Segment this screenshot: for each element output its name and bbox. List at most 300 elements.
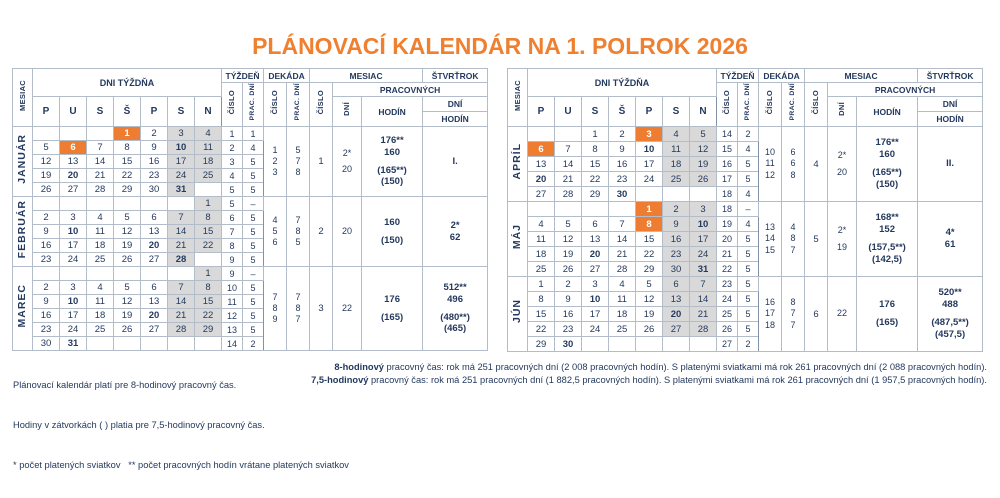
week-number-header: ČÍSLO (717, 83, 738, 127)
month-number-cell: 2 (310, 197, 333, 267)
month-name (508, 277, 528, 352)
day-cell: 29 (114, 183, 141, 197)
decade-workdays-header: PRAC. DNÍ (287, 83, 310, 127)
week-workdays-cell: 5 (738, 292, 759, 307)
decade-number-header: ČÍSLO (759, 83, 782, 127)
month-number-header: ČÍSLO (310, 83, 333, 127)
day-letter: P (33, 97, 60, 127)
week-workdays-cell: 4 (738, 217, 759, 232)
calendar-left-wrap (12, 68, 488, 351)
week-workdays-cell: 5 (738, 172, 759, 187)
day-cell: 11 (609, 292, 636, 307)
day-cell: 29 (195, 323, 222, 337)
value-lines: 20 (342, 225, 353, 236)
day-cell: 23 (555, 322, 582, 337)
value-lines: 176** 160 (165**) (150) (377, 134, 407, 188)
week-number-cell: 21 (717, 247, 738, 262)
week-number-cell: 13 (222, 323, 243, 337)
decade-workdays-cell (782, 277, 805, 352)
month-name-label: JANUÁR (16, 134, 29, 184)
week-workdays-cell: 5 (243, 295, 264, 309)
day-cell: 26 (636, 322, 663, 337)
week-number-cell: 3 (222, 155, 243, 169)
page-title: PLÁNOVACÍ KALENDÁR NA 1. POLROK 2026 (252, 33, 748, 59)
month-days-header: DNÍ (333, 97, 362, 127)
day-cell: 14 (609, 232, 636, 247)
day-letter: Š (609, 97, 636, 127)
week-workdays-cell: 5 (738, 157, 759, 172)
value-lines: 7 8 5 (295, 214, 301, 248)
month-number-cell: 4 (805, 127, 828, 202)
month-block-jún (508, 277, 983, 352)
day-cell: 27 (528, 187, 555, 202)
week-row (13, 197, 488, 211)
day-cell: 5 (555, 217, 582, 232)
day-cell: 10 (60, 295, 87, 309)
week-workdays-cell: 5 (738, 247, 759, 262)
month-name-label: JÚN (511, 299, 524, 324)
week-number-cell: 25 (717, 307, 738, 322)
day-cell: 25 (195, 169, 222, 183)
day-cell (141, 197, 168, 211)
day-cell: 11 (663, 142, 690, 157)
day-cell: 20 (141, 239, 168, 253)
day-cell: 10 (582, 292, 609, 307)
day-cell: 9 (33, 295, 60, 309)
value-lines: 160 (150) (380, 216, 404, 246)
day-letter: S (87, 97, 114, 127)
month-hours-header: HODÍN (857, 97, 918, 127)
month-workhours-cell (362, 127, 423, 197)
month-number-cell: 1 (310, 127, 333, 197)
day-cell: 7 (168, 211, 195, 225)
day-cell: 18 (87, 309, 114, 323)
day-cell (609, 337, 636, 352)
day-cell: 26 (690, 172, 717, 187)
day-cell: 6 (141, 211, 168, 225)
day-cell: 7 (87, 141, 114, 155)
day-cell (60, 267, 87, 281)
day-cell (60, 197, 87, 211)
month-workdays-cell (333, 197, 362, 267)
week-number-cell: 18 (717, 187, 738, 202)
day-cell: 1 (582, 127, 609, 142)
footnote-line: * počet platených sviatkov ** počet pracovných hodín vrátane platených sviatkov (13, 459, 349, 470)
month-name-label: APRÍL (511, 143, 524, 180)
quarter-cell (918, 277, 983, 352)
week-number-cell: 12 (222, 309, 243, 323)
day-cell: 19 (555, 247, 582, 262)
day-cell: 24 (60, 253, 87, 267)
table-header (508, 69, 983, 127)
decade-numbers-cell (264, 127, 287, 197)
day-cell: 16 (663, 232, 690, 247)
day-cell: 21 (168, 239, 195, 253)
day-cell: 5 (114, 211, 141, 225)
month-name-label: FEBRUÁR (16, 199, 29, 259)
day-cell (528, 202, 555, 217)
month-name-label: MÁJ (511, 223, 524, 250)
day-cell (87, 267, 114, 281)
day-cell: 30 (609, 187, 636, 202)
day-cell: 24 (690, 247, 717, 262)
day-cell (582, 337, 609, 352)
day-cell: 27 (663, 322, 690, 337)
week-number-cell: 5 (222, 183, 243, 197)
day-cell: 30 (663, 262, 690, 277)
value-lines: 520** 488 (487,5**) (457,5) (931, 287, 969, 340)
month-name (508, 202, 528, 277)
day-cell: 15 (195, 295, 222, 309)
day-cell: 13 (141, 225, 168, 239)
day-cell (636, 337, 663, 352)
day-cell: 11 (87, 295, 114, 309)
week-number-cell: 16 (717, 157, 738, 172)
footnote-line (311, 361, 987, 374)
day-cell: 13 (528, 157, 555, 172)
day-cell: 14 (690, 292, 717, 307)
day-cell: 28 (87, 183, 114, 197)
month-block-marec (13, 267, 488, 351)
week-number-cell: 14 (717, 127, 738, 142)
day-cell: 16 (33, 239, 60, 253)
quarter-cell (423, 197, 488, 267)
day-cell: 19 (690, 157, 717, 172)
day-cell: 22 (582, 172, 609, 187)
day-cell: 24 (168, 169, 195, 183)
week-number-cell: 23 (717, 277, 738, 292)
day-cell (33, 197, 60, 211)
day-cell (114, 267, 141, 281)
week-number-cell: 4 (222, 169, 243, 183)
day-letter: S (168, 97, 195, 127)
day-letter: P (636, 97, 663, 127)
day-cell: 28 (168, 323, 195, 337)
day-cell: 24 (60, 323, 87, 337)
day-cell (87, 197, 114, 211)
week-number-cell: 19 (717, 217, 738, 232)
day-cell (168, 197, 195, 211)
decade-workdays-cell (782, 202, 805, 277)
day-cell (555, 127, 582, 142)
week-workdays-cell: 5 (738, 322, 759, 337)
day-cell: 7 (690, 277, 717, 292)
day-cell: 9 (33, 225, 60, 239)
day-cell: 17 (582, 307, 609, 322)
week-group-header: TÝŽDEŇ (222, 69, 264, 83)
day-cell: 30 (555, 337, 582, 352)
footnote-line (311, 374, 987, 387)
day-cell: 8 (114, 141, 141, 155)
month-group-header: MESIAC (805, 69, 918, 83)
calendar-table-right (507, 68, 983, 352)
day-cell: 3 (168, 127, 195, 141)
day-cell: 8 (195, 211, 222, 225)
day-cell: 23 (33, 253, 60, 267)
day-cell: 1 (114, 127, 141, 141)
week-workdays-header: PRAC. DNÍ (243, 83, 264, 127)
day-cell: 14 (87, 155, 114, 169)
week-number-cell: 7 (222, 225, 243, 239)
day-cell: 14 (168, 225, 195, 239)
day-cell: 25 (663, 172, 690, 187)
day-cell: 28 (555, 187, 582, 202)
day-cell: 22 (114, 169, 141, 183)
day-cell: 16 (141, 155, 168, 169)
day-cell: 5 (114, 281, 141, 295)
day-cell (195, 253, 222, 267)
decade-workdays-cell (287, 197, 310, 267)
day-cell (60, 127, 87, 141)
day-letter: U (555, 97, 582, 127)
month-block-január (13, 127, 488, 197)
weekdays-group-header: DNI TÝŽDŇA (33, 69, 222, 97)
week-number-cell: 6 (222, 211, 243, 225)
day-cell: 10 (636, 142, 663, 157)
quarter-hours-header: HODÍN (918, 112, 983, 127)
day-cell: 28 (168, 253, 195, 267)
quarter-cell (423, 127, 488, 197)
day-cell: 30 (141, 183, 168, 197)
day-cell: 17 (690, 232, 717, 247)
quarter-days-header: DNÍ (423, 97, 488, 112)
day-cell (33, 267, 60, 281)
quarter-hours-header: HODÍN (423, 112, 488, 127)
month-workhours-cell (857, 202, 918, 277)
day-cell: 16 (609, 157, 636, 172)
day-cell (87, 337, 114, 351)
week-workdays-cell: 5 (738, 277, 759, 292)
working-header: PRACOVNÝCH (828, 83, 983, 97)
week-number-cell: 18 (717, 202, 738, 217)
calendar-right-wrap (507, 68, 983, 352)
day-cell: 22 (636, 247, 663, 262)
decade-group-header: DEKÁDA (264, 69, 310, 83)
week-number-cell: 8 (222, 239, 243, 253)
day-cell (636, 187, 663, 202)
month-workhours-cell (857, 277, 918, 352)
week-workdays-cell: 5 (243, 211, 264, 225)
day-cell: 29 (636, 262, 663, 277)
day-cell: 5 (690, 127, 717, 142)
day-cell: 4 (528, 217, 555, 232)
decade-workdays-cell (287, 267, 310, 351)
day-cell: 31 (168, 183, 195, 197)
day-letter: P (528, 97, 555, 127)
day-cell: 21 (555, 172, 582, 187)
day-cell: 8 (636, 217, 663, 232)
week-row (508, 277, 983, 292)
week-number-cell: 20 (717, 232, 738, 247)
decade-numbers-cell (264, 267, 287, 351)
day-cell: 1 (195, 197, 222, 211)
day-cell: 12 (555, 232, 582, 247)
month-name-label: MAREC (16, 284, 29, 328)
day-cell: 1 (195, 267, 222, 281)
day-cell: 14 (555, 157, 582, 172)
week-number-cell: 2 (222, 141, 243, 155)
day-cell: 22 (195, 309, 222, 323)
day-cell: 30 (33, 337, 60, 351)
month-block-máj (508, 202, 983, 277)
week-number-cell: 24 (717, 292, 738, 307)
day-cell: 3 (690, 202, 717, 217)
month-number-cell: 6 (805, 277, 828, 352)
day-cell: 20 (582, 247, 609, 262)
value-lines: 22 (837, 308, 848, 319)
decade-group-header: DEKÁDA (759, 69, 805, 83)
week-workdays-header: PRAC. DNÍ (738, 83, 759, 127)
month-column-header: MESIAC (508, 69, 528, 127)
day-cell (114, 197, 141, 211)
month-number-cell: 3 (310, 267, 333, 351)
day-cell: 14 (168, 295, 195, 309)
week-group-header: TÝŽDEŇ (717, 69, 759, 83)
day-cell: 17 (636, 157, 663, 172)
value-lines: 10 11 12 (765, 147, 776, 180)
decade-workdays-cell (287, 127, 310, 197)
day-cell: 2 (609, 127, 636, 142)
month-name (508, 127, 528, 202)
week-workdays-cell: 2 (738, 337, 759, 352)
day-cell: 19 (33, 169, 60, 183)
value-lines: 7 8 9 (272, 291, 278, 325)
day-cell: 27 (60, 183, 87, 197)
value-lines: 176 (165) (380, 293, 404, 323)
decade-workdays-header: PRAC. DNÍ (782, 83, 805, 127)
day-cell (663, 337, 690, 352)
week-number-cell: 26 (717, 322, 738, 337)
day-cell: 15 (636, 232, 663, 247)
day-cell: 3 (60, 281, 87, 295)
day-cell: 19 (114, 309, 141, 323)
day-cell (609, 202, 636, 217)
day-cell: 9 (141, 141, 168, 155)
week-number-cell: 9 (222, 267, 243, 281)
week-number-cell: 14 (222, 337, 243, 351)
day-cell: 28 (609, 262, 636, 277)
week-workdays-cell: 5 (738, 307, 759, 322)
day-cell: 31 (690, 262, 717, 277)
value-lines: 168** 152 (157,5**) (142,5) (868, 212, 906, 265)
value-lines: 4* 61 (944, 227, 956, 250)
month-workdays-cell (828, 127, 857, 202)
day-cell: 21 (168, 309, 195, 323)
day-cell: 21 (690, 307, 717, 322)
quarter-group-header: ŠTVRŤROK (423, 69, 488, 83)
month-number-header: ČÍSLO (805, 83, 828, 127)
day-cell (114, 337, 141, 351)
month-name (13, 197, 33, 267)
month-name (13, 267, 33, 351)
day-cell (663, 187, 690, 202)
week-workdays-cell: 5 (243, 309, 264, 323)
day-cell (195, 337, 222, 351)
day-cell: 17 (168, 155, 195, 169)
day-cell: 10 (168, 141, 195, 155)
value-lines: 22 (342, 302, 353, 313)
day-cell: 4 (87, 281, 114, 295)
week-workdays-cell: 4 (738, 142, 759, 157)
calendar-table-left (12, 68, 488, 351)
month-number-cell: 5 (805, 202, 828, 277)
week-number-header: ČÍSLO (222, 83, 243, 127)
day-cell: 11 (528, 232, 555, 247)
decade-numbers-cell (264, 197, 287, 267)
day-cell: 20 (528, 172, 555, 187)
day-cell: 22 (528, 322, 555, 337)
day-cell: 1 (528, 277, 555, 292)
day-cell: 24 (582, 322, 609, 337)
day-letter: S (663, 97, 690, 127)
day-cell (195, 183, 222, 197)
week-number-cell: 15 (717, 142, 738, 157)
day-cell: 1 (636, 202, 663, 217)
month-workdays-cell (828, 277, 857, 352)
day-cell: 7 (555, 142, 582, 157)
day-cell: 15 (528, 307, 555, 322)
working-header: PRACOVNÝCH (333, 83, 488, 97)
day-cell (141, 337, 168, 351)
day-cell: 5 (636, 277, 663, 292)
week-row (13, 267, 488, 281)
day-cell: 27 (582, 262, 609, 277)
day-cell: 5 (33, 141, 60, 155)
day-cell: 6 (141, 281, 168, 295)
day-cell: 20 (663, 307, 690, 322)
day-cell: 29 (582, 187, 609, 202)
week-workdays-cell: 5 (243, 239, 264, 253)
day-cell: 2 (663, 202, 690, 217)
value-lines: I. (452, 155, 458, 167)
week-number-cell: 27 (717, 337, 738, 352)
value-lines: 5 7 8 (295, 144, 301, 178)
day-cell: 13 (582, 232, 609, 247)
day-cell: 23 (33, 323, 60, 337)
month-workdays-cell (333, 267, 362, 351)
month-workdays-cell (333, 127, 362, 197)
day-cell: 20 (141, 309, 168, 323)
footnote-rest: pracovný čas: rok má 251 pracovných dní (2 008 pracovných hodín). S platenými sviatkami má rok 261 pracovných dní (2 088 pracovných hodín). (383, 362, 987, 372)
day-cell: 15 (114, 155, 141, 169)
day-cell: 10 (690, 217, 717, 232)
quarter-days-header: DNÍ (918, 97, 983, 112)
value-lines: 6 6 8 (790, 147, 796, 180)
week-number-cell: 9 (222, 253, 243, 267)
day-cell: 20 (60, 169, 87, 183)
month-days-header: DNÍ (828, 97, 857, 127)
week-number-cell: 22 (717, 262, 738, 277)
footnotes-right (311, 361, 987, 388)
value-lines: 4 5 6 (272, 214, 278, 248)
day-cell: 23 (141, 169, 168, 183)
day-cell (87, 127, 114, 141)
table-header (13, 69, 488, 127)
day-cell: 22 (195, 239, 222, 253)
week-workdays-cell: 2 (738, 127, 759, 142)
day-cell: 25 (528, 262, 555, 277)
day-cell (141, 267, 168, 281)
decade-numbers-cell (759, 127, 782, 202)
value-lines: 16 17 18 (765, 297, 776, 330)
day-cell: 15 (195, 225, 222, 239)
day-cell: 13 (60, 155, 87, 169)
footnote-bold: 7,5-hodinový (311, 375, 369, 386)
month-workdays-cell (828, 202, 857, 277)
day-cell: 8 (528, 292, 555, 307)
day-cell: 25 (609, 322, 636, 337)
value-lines: 176** 160 (165**) (150) (872, 137, 902, 190)
